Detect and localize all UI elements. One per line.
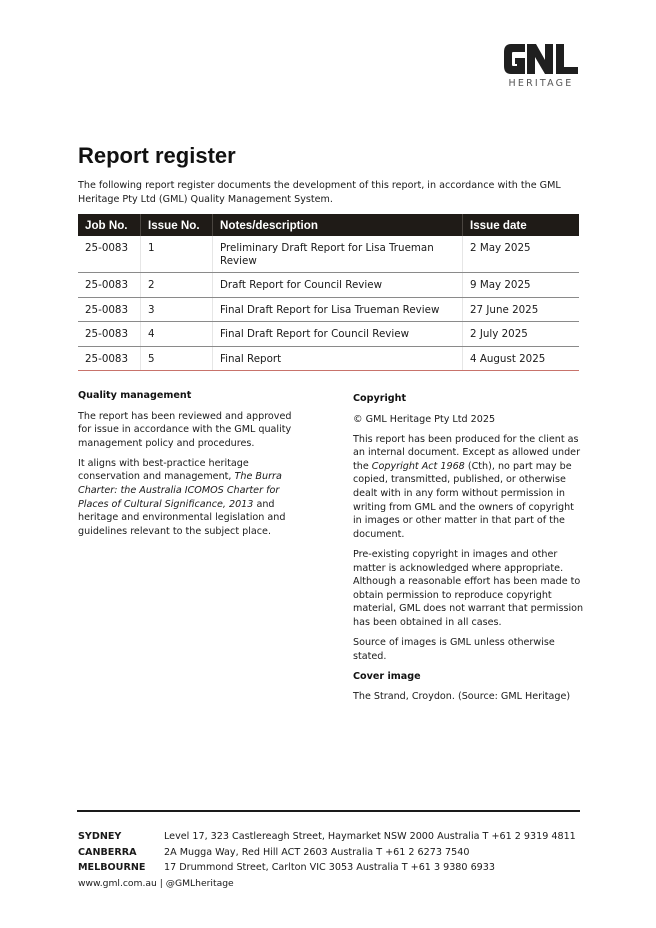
quality-para-2 bbox=[78, 457, 300, 539]
header-job-no: Job No. bbox=[78, 214, 141, 236]
cover-image-text: The Strand, Croydon. (Source: GML Heritage) bbox=[353, 691, 571, 703]
office-address: 17 Drummond Street, Carlton VIC 3053 Australia T +61 3 9380 6933 bbox=[164, 862, 495, 873]
cell-job-no: 25-0083 bbox=[78, 346, 141, 371]
table-row bbox=[78, 322, 579, 347]
cell-issue-no: 2 bbox=[141, 273, 213, 298]
table-row bbox=[78, 236, 579, 273]
quality-heading: Quality management bbox=[78, 390, 192, 401]
copyright-heading: Copyright bbox=[353, 393, 407, 404]
cell-job-no: 25-0083 bbox=[78, 236, 141, 273]
office-address: 2A Mugga Way, Red Hill ACT 2603 Australia T +61 2 6273 7540 bbox=[164, 846, 470, 858]
gml-logo-mark bbox=[503, 42, 579, 76]
office-city: CANBERRA bbox=[78, 846, 137, 858]
quality-para-1: The report has been reviewed and approved for issue in accordance with the GML quality management policy and procedures. bbox=[78, 410, 292, 449]
cell-issue-date: 2 July 2025 bbox=[463, 322, 580, 347]
report-register-table bbox=[78, 214, 579, 371]
cell-job-no: 25-0083 bbox=[78, 297, 141, 322]
cell-notes: Draft Report for Council Review bbox=[213, 273, 463, 298]
footer-divider bbox=[77, 810, 580, 812]
office-city: MELBOURNE bbox=[78, 862, 146, 873]
table-row bbox=[78, 297, 579, 322]
cell-issue-no: 4 bbox=[141, 322, 213, 347]
quality-para-2-end: and heritage and environmental legislation and guidelines relevant to the subject place. bbox=[78, 498, 286, 537]
cover-image-heading: Cover image bbox=[353, 670, 421, 682]
footer bbox=[78, 829, 576, 891]
office-canberra bbox=[78, 845, 576, 861]
cell-job-no: 25-0083 bbox=[78, 273, 141, 298]
cell-issue-date: 27 June 2025 bbox=[463, 297, 580, 322]
cell-notes: Final Report bbox=[213, 346, 463, 371]
cell-notes: Preliminary Draft Report for Lisa Trueman Review bbox=[213, 236, 463, 273]
copyright-para-1 bbox=[353, 433, 585, 542]
copyright-para-1-end: (Cth), no part may be copied, transmitted, published, or otherwise dealt with in any form without permission in writing from GML and the owners of copyright in images or other matter in that part of the document. bbox=[353, 460, 574, 540]
header-notes: Notes/description bbox=[213, 214, 463, 236]
cell-issue-no: 1 bbox=[141, 236, 213, 273]
cell-notes: Final Draft Report for Lisa Trueman Review bbox=[213, 297, 463, 322]
table-row bbox=[78, 346, 579, 371]
intro-text: The following report register documents the development of this report, in accordance with the GML Heritage Pty Ltd (GML) Quality Management System. bbox=[78, 180, 561, 205]
cell-issue-date: 4 August 2025 bbox=[463, 346, 580, 371]
page-title: Report register bbox=[78, 143, 236, 168]
office-melbourne bbox=[78, 860, 576, 876]
header-issue-date: Issue date bbox=[463, 214, 580, 236]
cell-issue-no: 5 bbox=[141, 346, 213, 371]
table-header-row bbox=[78, 214, 579, 236]
table-row bbox=[78, 273, 579, 298]
office-sydney bbox=[78, 829, 576, 845]
copyright-para-2: Pre-existing copyright in images and other matter is acknowledged where appropriate. Although a reasonable effort has been made to obtain permission to reproduce copyright material, GML does not warrant that permission has been obtained in all cases. bbox=[353, 548, 584, 628]
cell-notes: Final Draft Report for Council Review bbox=[213, 322, 463, 347]
copyright-section bbox=[353, 392, 585, 710]
office-city: SYDNEY bbox=[78, 831, 122, 842]
copyright-act-title: Copyright Act 1968 bbox=[371, 460, 465, 472]
copyright-para-3: Source of images is GML unless otherwise stated. bbox=[353, 637, 555, 662]
quality-para-2-start: It aligns with best-practice heritage conservation and management, bbox=[78, 457, 249, 483]
header-issue-no: Issue No. bbox=[141, 214, 213, 236]
cell-issue-date: 9 May 2025 bbox=[463, 273, 580, 298]
copyright-para-1-start: This report has been produced for the client as an internal document. Except as allowed under the bbox=[353, 433, 581, 472]
burra-charter-title: The Burra Charter: the Australia ICOMOS Charter for Places of Cultural Significance, 2013 bbox=[78, 471, 282, 510]
footer-web-link[interactable]: www.gml.com.au | @GMLheritage bbox=[78, 877, 234, 889]
copyright-notice: © GML Heritage Pty Ltd 2025 bbox=[353, 413, 496, 425]
office-address: Level 17, 323 Castlereagh Street, Haymarket NSW 2000 Australia T +61 2 9319 4811 bbox=[164, 831, 576, 842]
cell-issue-no: 3 bbox=[141, 297, 213, 322]
cell-job-no: 25-0083 bbox=[78, 322, 141, 347]
logo-subtitle: HERITAGE bbox=[508, 78, 574, 89]
quality-management-section bbox=[78, 389, 300, 545]
cell-issue-date: 2 May 2025 bbox=[463, 236, 580, 273]
gml-heritage-logo bbox=[503, 42, 579, 92]
